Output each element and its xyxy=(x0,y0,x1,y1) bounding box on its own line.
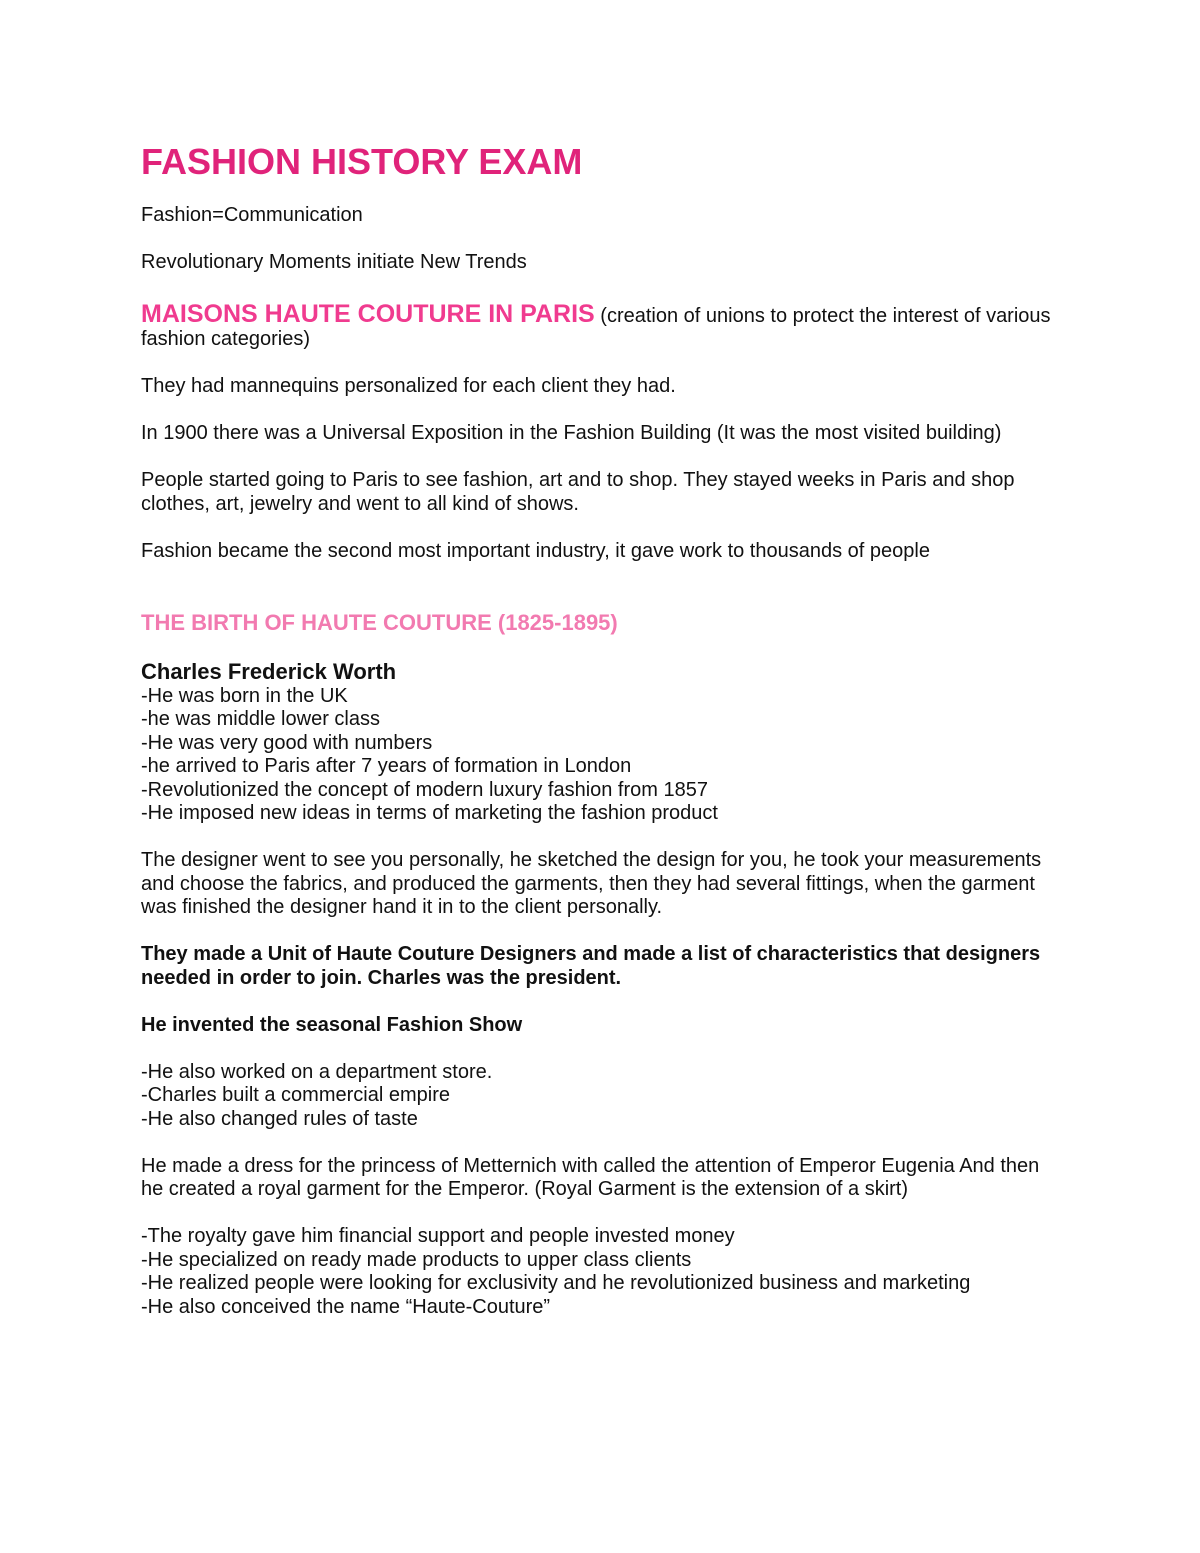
paragraph: Fashion became the second most important industry, it gave work to thousands of people xyxy=(141,539,930,562)
intro-line: Fashion=Communication xyxy=(141,204,363,226)
birth-heading: THE BIRTH OF HAUTE COUTURE (1825-1895) xyxy=(141,610,618,635)
document-page xyxy=(141,140,1061,1343)
facts-list xyxy=(141,685,1061,826)
maisons-note: (creation of unions to protect the interest of various fashion categories) xyxy=(141,304,1051,350)
list-item: -he was middle lower class xyxy=(141,708,380,730)
list-item: -He realized people were looking for exclusivity and he revolutionized business and marketing xyxy=(141,1272,971,1294)
list-item: -He also worked on a department store. xyxy=(141,1060,493,1083)
person-name: Charles Frederick Worth xyxy=(141,658,397,684)
intro-line: Revolutionary Moments initiate New Trends xyxy=(141,251,527,273)
paragraph: In 1900 there was a Universal Exposition in the Fashion Building (It was the most visited building) xyxy=(141,422,1002,444)
list-item: -he arrived to Paris after 7 years of formation in London xyxy=(141,755,632,777)
list-item: -The royalty gave him financial support and people invested money xyxy=(141,1225,735,1247)
paragraph: They had mannequins personalized for each client they had. xyxy=(141,375,676,397)
bold-paragraph: He invented the seasonal Fashion Show xyxy=(141,1013,523,1036)
paragraph: The designer went to see you personally, he sketched the design for you, he took your measurements and choose the fabrics, and produced the garments, then they had several fittings, when the garment was finished the designer hand it in to the client personally. xyxy=(141,849,1042,918)
list-item: -He imposed new ideas in terms of marketing the fashion product xyxy=(141,802,718,824)
bold-paragraph: They made a Unit of Haute Couture Designers and made a list of characteristics that designers needed in order to join. Charles was the president. xyxy=(141,943,1041,989)
list-item: -He was born in the UK xyxy=(141,684,348,707)
list-item: -He also conceived the name “Haute-Couture” xyxy=(141,1295,551,1318)
list-item: -He specialized on ready made products to upper class clients xyxy=(141,1248,692,1271)
list-item: -Revolutionized the concept of modern luxury fashion from 1857 xyxy=(141,778,708,801)
paragraph: He made a dress for the princess of Metternich with called the attention of Emperor Eugenia And then he created a royal garment for the Emperor. (Royal Garment is the extension of a skirt) xyxy=(141,1154,1040,1200)
list-item: -Charles built a commercial empire xyxy=(141,1084,450,1106)
paragraph: People started going to Paris to see fashion, art and to shop. They stayed weeks in Paris and shop clothes, art, jewelry and went to all kind of shows. xyxy=(141,469,1015,515)
list-item: -He was very good with numbers xyxy=(141,731,433,754)
list-item: -He also changed rules of taste xyxy=(141,1107,418,1130)
final-facts-list xyxy=(141,1225,1061,1319)
maisons-section xyxy=(141,299,1061,352)
maisons-heading: MAISONS HAUTE COUTURE IN PARIS xyxy=(141,299,595,328)
page-title: FASHION HISTORY EXAM xyxy=(141,141,583,182)
more-facts-list xyxy=(141,1061,1061,1132)
